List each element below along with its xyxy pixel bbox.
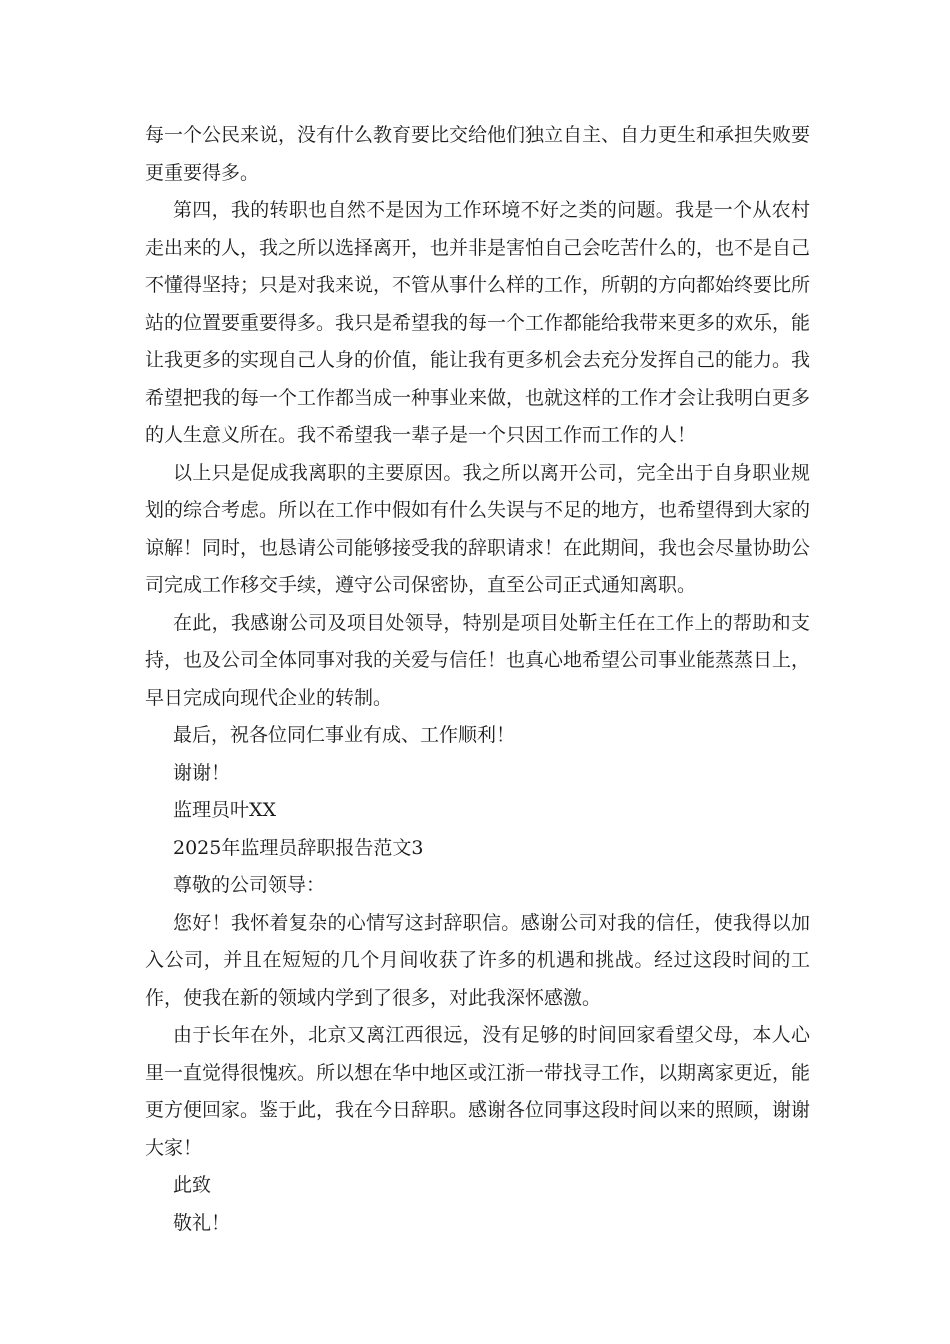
paragraph-reason-family: 由于长年在外，北京又离江西很远，没有足够的时间回家看望父母，本人心里一直觉得很愧疚。所以想在华中地区或江浙一带找寻工作，以期离家更近，能更方便回家。鉴于此，我在今日辞职。感谢各位同事这段时间以来的照顾，谢谢大家！	[145, 1024, 811, 1159]
signature-line: 监理员叶XX	[173, 799, 277, 821]
paragraph-greeting: 您好！我怀着复杂的心情写这封辞职信。感谢公司对我的信任，使我得以加入公司，并且在短短的几个月间收获了许多的机遇和挑战。经过这段时间的工作，使我在新的领域内学到了很多，对此我深怀感激。	[145, 911, 810, 1009]
section-heading: 2025年监理员辞职报告范文3	[173, 836, 424, 859]
salutation: 尊敬的公司领导：	[173, 874, 326, 896]
paragraph-thank-you: 谢谢！	[173, 761, 231, 784]
closing-jingli: 敬礼！	[173, 1211, 231, 1234]
paragraph-continuation: 每一个公民来说，没有什么教育要比交给他们独立自主、自力更生和承担失败要更重要得多。	[145, 124, 811, 184]
closing-cizhi: 此致	[173, 1174, 212, 1196]
document-body	[145, 117, 810, 1242]
paragraph-thanks-leaders: 在此，我感谢公司及项目处领导，特别是项目处靳主任在工作上的帮助和支持，也及公司全体同事对我的关爱与信任！也真心地希望公司事业能蒸蒸日上，早日完成向现代企业的转制。	[145, 611, 811, 709]
paragraph-fourth-reason: 第四，我的转职也自然不是因为工作环境不好之类的问题。我是一个从农村走出来的人，我之所以选择离开，也并非是害怕自己会吃苦什么的，也不是自己不懂得坚持；只是对我来说，不管从事什么样的工作，所朝的方向都始终要比所站的位置要重要得多。我只是希望我的每一个工作都能给我带来更多的欢乐，能让我更多的实现自己人身的价值，能让我有更多机会去充分发挥自己的能力。我希望把我的每一个工作都当成一种事业来做，也就这样的工作才会让我明白更多的人生意义所在。我不希望我一辈子是一个只因工作而工作的人！	[145, 199, 811, 446]
paragraph-wishes: 最后，祝各位同仁事业有成、工作顺利！	[173, 724, 516, 746]
paragraph-main-reason: 以上只是促成我离职的主要原因。我之所以离开公司，完全出于自身职业规划的综合考虑。所以在工作中假如有什么失误与不足的地方，也希望得到大家的谅解！同时，也恳请公司能够接受我的辞职请求！在此期间，我也会尽量协助公司完成工作移交手续，遵守公司保密协，直至公司正式通知离职。	[145, 461, 811, 596]
